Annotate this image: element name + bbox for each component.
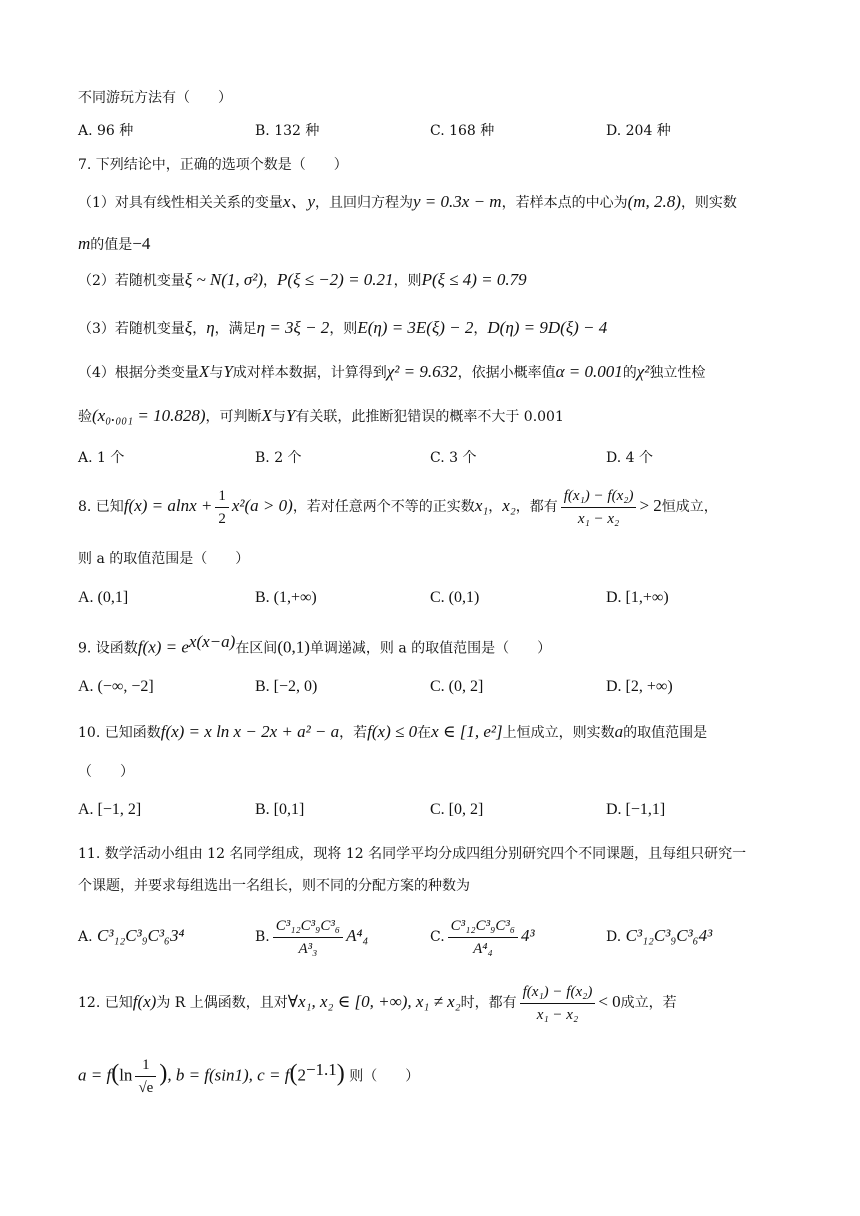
q7-statement-3: （3）若随机变量ξ，η，满足η = 3ξ − 2，则E(η) = 3E(ξ) − 2，D(η) = 9D(ξ) − 4 (78, 318, 608, 337)
q9-option-b: B. [−2, 0) (255, 678, 318, 695)
q10-option-b: B. [0,1] (255, 801, 305, 818)
q6-option-a: A. 96 种 (78, 123, 134, 139)
q11-option-a: A. C³₁₂C³₉C³₆3⁴ (78, 926, 185, 945)
q10-option-a: A. [−1, 2] (78, 801, 142, 818)
q9-option-c: C. (0, 2] (430, 678, 484, 695)
q9-stem: 9. 设函数$f(x) = e^{x(x-a)}$在区间(0,1)单调递减，则 a 的取值范围是（ ） (78, 632, 552, 657)
q9-option-a: A. (−∞, −2] (78, 678, 154, 695)
q11-option-c: C. $\frac{\text{C³₁₂C³₉C³₆}}{\text{A⁴₄}}$ 4³ (430, 910, 535, 963)
q7-option-a: A. 1 个 (78, 450, 125, 466)
q10-option-c: C. [0, 2] (430, 801, 484, 818)
q10-paren: （ ） (78, 764, 134, 780)
q8-option-b: B. (1,+∞) (255, 589, 317, 606)
q11-option-d: D. C³₁₂C³₉C³₆4³ (606, 926, 713, 945)
q7-option-c: C. 3 个 (430, 450, 477, 466)
q6-option-b: B. 132 种 (255, 123, 320, 139)
q7-stem: 7. 下列结论中，正确的选项个数是（ ） (78, 157, 348, 173)
q11-option-b: B. $\frac{\text{C³₁₂C³₉C³₆}}{\text{A³₃}}$ A⁴₄ (255, 910, 368, 963)
q12-abc: a = f(ln $\frac{1}{√e}$ ), b = f(sin1), $c = f(2^{-1.1})$ 则（ ） (78, 1044, 790, 1103)
q11-stem-cont: 个课题，并要求每组选出一名组长，则不同的分配方案的种数为 (78, 878, 470, 894)
q10-stem: 10. 已知函数f(x) = x ln x − 2x + a² − a，若f(x) ≤ 0在x ∈ [1, e²]上恒成立，则实数a的取值范围是 (78, 722, 708, 741)
q8-stem-cont: 则 a 的取值范围是（ ） (78, 551, 250, 567)
q7-option-b: B. 2 个 (255, 450, 302, 466)
q7-statement-1-cont: m的值是−4 (78, 234, 151, 253)
q7-statement-1: （1）对具有线性相关关系的变量x、y，且回归方程为y = 0.3x − m，若样本点的中心为(m, 2.8)，则实数 (78, 192, 737, 211)
q9-option-d: D. [2, +∞) (606, 678, 673, 695)
q7-option-d: D. 4 个 (606, 450, 653, 466)
q12-stem: 12. 已知f(x)为 R 上偶函数，且对∀x₁, x₂ ∈ [0, +∞), x₁ ≠ x₂时，都有 $\frac{\text{f(x₁) − f(x₂)}}{\text{x₁ − x₂}}$ < 0成立，若 (78, 978, 790, 1027)
q8-option-a: A. (0,1] (78, 589, 129, 606)
q8-option-d: D. [1,+∞) (606, 589, 669, 606)
q7-statement-4: （4）根据分类变量X与Y成对样本数据，计算得到χ² = 9.632，依据小概率值α = 0.001的χ²独立性检 (78, 362, 706, 381)
q8-option-c: C. (0,1) (430, 589, 480, 606)
q7-statement-2: （2）若随机变量ξ ~ N(1, σ²)，P(ξ ≤ −2) = 0.21，则P(ξ ≤ 4) = 0.79 (78, 270, 527, 289)
q6-option-c: C. 168 种 (430, 123, 495, 139)
q6-option-d: D. 204 种 (606, 123, 671, 139)
q7-statement-4-cont: 验(x₀.₀₀₁ = 10.828)，可判断X与Y有关联，此推断犯错误的概率不大于 0.001 (78, 406, 564, 425)
q8-stem: 8. 已知f(x) = alnx + $\frac{1}{2}$ x²(a > 0)，若对任意两个不等的正实数x₁，x₂，都有 $\frac{\text{f(x₁) − f(x₂)}}{\text{x₁ − x₂}}$ > 2恒成立， (78, 482, 790, 531)
q10-option-d: D. [−1,1] (606, 801, 666, 818)
q6-tail: 不同游玩方法有（ ） (78, 90, 232, 106)
q11-stem: 11. 数学活动小组由 12 名同学组成，现将 12 名同学平均分成四组分别研究四个不同课题，且每组只研究一 (78, 846, 747, 862)
